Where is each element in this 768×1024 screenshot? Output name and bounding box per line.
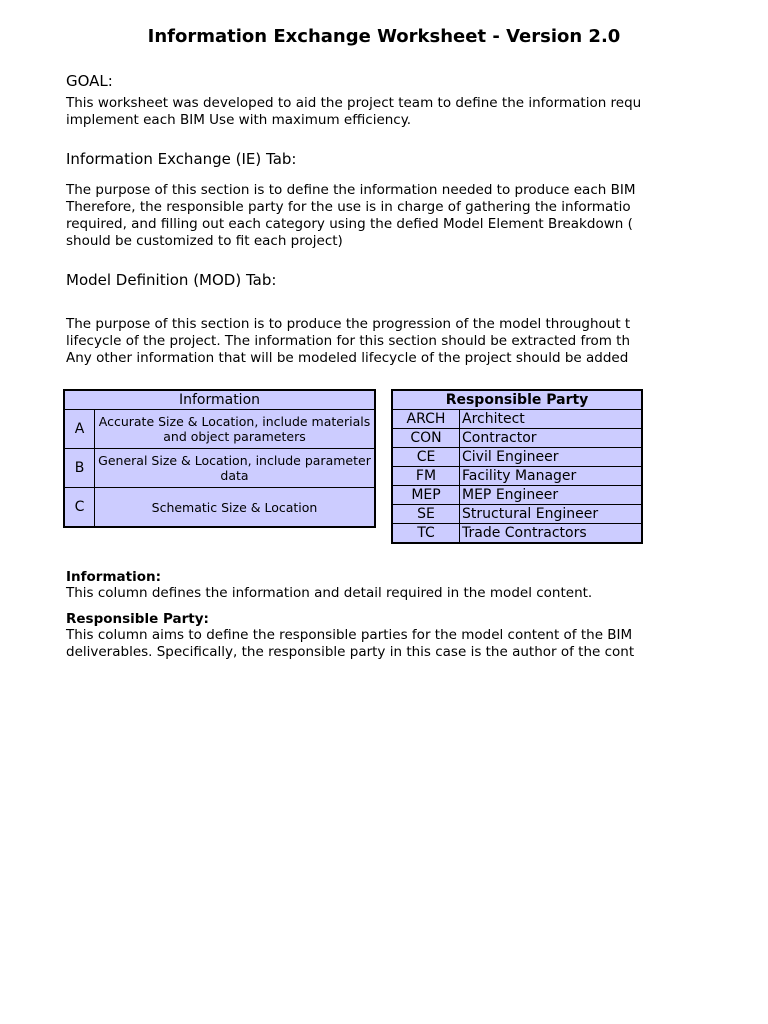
party-abbreviation: FM	[392, 467, 460, 486]
ie-tab-line: should be customized to fit each project)	[66, 233, 343, 249]
responsible-party-table-header: Responsible Party	[392, 390, 642, 410]
party-abbreviation: CON	[392, 429, 460, 448]
ie-tab-heading: Information Exchange (IE) Tab:	[66, 150, 297, 168]
goal-heading: GOAL:	[66, 72, 113, 90]
mod-tab-heading: Model Definition (MOD) Tab:	[66, 271, 277, 289]
responsible-party-note-text	[66, 627, 634, 661]
party-name: Trade Contractors	[460, 524, 643, 544]
information-letter: C	[64, 488, 95, 528]
page-title: Information Exchange Worksheet - Version 2.0	[147, 26, 621, 47]
party-abbreviation: SE	[392, 505, 460, 524]
responsible-party-note-line: This column aims to define the responsible parties for the model content of the BIM	[66, 627, 633, 643]
information-note-text	[66, 585, 592, 602]
information-letter: A	[64, 410, 95, 449]
goal-text	[66, 95, 641, 129]
party-name: MEP Engineer	[460, 486, 643, 505]
mod-tab-line: lifecycle of the project. The information for this section should be extracted from th	[66, 333, 631, 349]
ie-tab-line: Therefore, the responsible party for the use is in charge of gathering the informatio	[66, 199, 631, 215]
table-row	[392, 429, 642, 448]
responsible-party-table	[391, 389, 643, 544]
information-table-header: Information	[64, 390, 375, 410]
responsible-party-note-line: deliverables. Specifically, the responsible party in this case is the author of the cont	[66, 644, 635, 660]
table-row	[392, 448, 642, 467]
table-row	[392, 467, 642, 486]
information-description: Schematic Size & Location	[95, 488, 376, 528]
party-abbreviation: ARCH	[392, 410, 460, 429]
information-description: Accurate Size & Location, include materials and object parameters	[95, 410, 376, 449]
party-abbreviation: TC	[392, 524, 460, 544]
party-name: Structural Engineer	[460, 505, 643, 524]
party-abbreviation: CE	[392, 448, 460, 467]
goal-line: This worksheet was developed to aid the project team to define the information requ	[66, 95, 642, 111]
party-name: Facility Manager	[460, 467, 643, 486]
ie-tab-text	[66, 182, 636, 250]
information-description: General Size & Location, include parameter data	[95, 449, 376, 488]
ie-tab-line: The purpose of this section is to define the information needed to produce each BIM	[66, 182, 636, 198]
information-table	[63, 389, 376, 528]
table-row	[392, 524, 642, 544]
information-letter: B	[64, 449, 95, 488]
party-name: Civil Engineer	[460, 448, 643, 467]
table-row	[64, 488, 375, 528]
information-note-heading: Information:	[66, 569, 161, 585]
ie-tab-line: required, and filling out each category using the defied Model Element Breakdown (	[66, 216, 633, 232]
goal-line: implement each BIM Use with maximum efficiency.	[66, 112, 412, 128]
party-name: Architect	[460, 410, 643, 429]
mod-tab-line: The purpose of this section is to produce the progression of the model throughout t	[66, 316, 631, 332]
responsible-party-note-heading: Responsible Party:	[66, 611, 209, 627]
information-note-line: This column defines the information and detail required in the model content.	[66, 585, 593, 601]
table-row	[64, 410, 375, 449]
table-row	[392, 505, 642, 524]
party-abbreviation: MEP	[392, 486, 460, 505]
party-name: Contractor	[460, 429, 643, 448]
mod-tab-text	[66, 316, 630, 367]
table-row	[392, 410, 642, 429]
table-row	[64, 449, 375, 488]
mod-tab-line: Any other information that will be modeled lifecycle of the project should be added	[66, 350, 629, 366]
table-row	[392, 486, 642, 505]
